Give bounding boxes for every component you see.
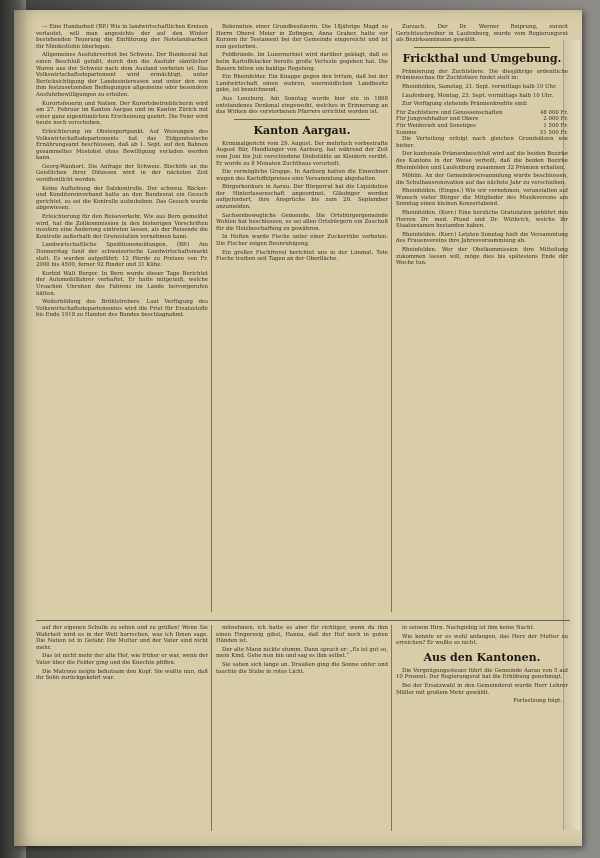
article-paragraph: Sachsenbewegliche Gemeinde. Die Ortsbürgergemeinde Wohlen hat beschlossen, es sei allen Ortsbürgern ein Zuschuß für die Holzbeschaffung zu gewähren.: [216, 212, 388, 232]
premium-table: [396, 110, 568, 136]
column-rule: [391, 625, 392, 831]
premium-label: Summe: [396, 129, 417, 136]
story-paragraph: Der alte Mann nickte stumm. Dann sprach er: „Es ist gut so, mein Kind. Gehe nun hin und sag es ihm selbst.“: [216, 646, 388, 660]
premium-value: 2 000 Fr.: [543, 116, 568, 123]
premium-value: 1 500 Fr.: [543, 122, 568, 129]
story-column-middle: [216, 625, 388, 835]
article-paragraph: Kurortsfeuerin und Nation. Der Kurortsbetrieblicherin wird am 27. Februar im Kanton Aargau und im Kanton Zürich mit einer ganz eigentümlichen Erscheinung geehrt. Die Feier wird heute noch verschoben.: [36, 100, 208, 127]
article-paragraph: Rheinfelden, Samstag, 21. Sept. vormittags halb 10 Uhr.: [402, 83, 557, 90]
premium-row: [396, 123, 568, 130]
serial-continuation-note: Fortsetzung folgt.: [513, 698, 562, 705]
story-paragraph: auf der eigenen Schulle zu sehen und zu grüßen! Wenn Sie Wahrheit wird es in der Welt herrschen, was ich Ihnen sage. Die Nation ist in Gefahr. Die Mutter und der Vater sind nicht mehr.: [36, 625, 208, 651]
article-paragraph: Ein großer Fischfrevel berichtet uns in der Limmat. Tote Fische treiben seit Tagen an der Oberfläche.: [216, 249, 388, 263]
premium-total-row: [396, 130, 568, 137]
article-paragraph: Rheinfelden. (Korr.) Eine herzliche Gratulation gebührt den Herren Dr. med. Pfund und Dr. Wüthrich, welche ihr Staatsexamen bestanden haben.: [396, 210, 568, 230]
column-rule: [211, 28, 212, 612]
column-middle: [216, 24, 388, 614]
premium-label: Für Weidevieh und Sonstiges: [396, 122, 476, 129]
article-paragraph: Landwirtschaftliche Speditionsmeldungen. (BP.) Am Donnerstag fand der schweizerische Landwirtschaftsmarkt statt. Es wurden aufgeführt: 12 Pferde zu Preisen von Fr. 2000 bis 4500, ferner 92 Rinder und 31 Kühe.: [36, 242, 208, 269]
article-paragraph: Kriminalgericht vom 29. August. Der mehrfach vorbestrafte August Bär, Handlanger von Aarburg, hat während der Zeit vom Juni bis Juli verschiedene Diebstähle an Kleidern verübt. Er wurde zu 8 Monaten Zuchthaus verurteilt.: [216, 140, 388, 167]
story-column-left: [36, 625, 208, 835]
article-paragraph: Prämierung der Zuchtstiere. Die diesjährige ordentliche Prämienschau für Zuchtstiere findet statt in:: [396, 68, 568, 82]
article-paragraph: Allgemeines Ausfuhrverbot bei Schweiz. Der Bundesrat hat einen Beschluß gefaßt, durch den die Ausfuhr sämtlicher Waren aus der Schweiz nach dem Ausland verboten ist. Das Volkswirtschaftsdepartement wird ermächtigt, unter Berücksichtigung der Landesinteressen und unter den von ihm festzusetzenden Bedingungen allgemeine oder besondere Ausfuhrbewilligungen zu erteilen.: [36, 52, 208, 98]
article-paragraph: Bekenntnis einer Grundbesitzerin. Die 18jährige Magd zu Herrn Oberst Meier in Zofingen, Anna Graber, hatte vor Kurzem ihr Testament bei der Gemeinde eingereicht und ist nun gestorben.: [216, 24, 388, 50]
article-paragraph: Georg-Wanhort. Die Anfrage der Schweiz. Bischöfe an die Geistlichen ihrer Diözesen wird in der nächsten Zeit veröffentlicht werden.: [36, 163, 208, 184]
article-paragraph: Zurzach. Der Dr. Werner Reiprung, zurzeit Gerichtsschreiber in Laufenburg, wurde vom Regierungsrat als Bezirksamtmann gewählt.: [396, 24, 568, 44]
article-paragraph: Erleichterung im Obstexportpunkt. Auf Weisungen des Volkswirtschaftsdepartements hat das Eidgenössische Ernährungsamt beschlossen, daß ab 1. Sept. auf den Bahnen gesammeltes Mostobst ohne Bewilligung verladen werden kann.: [36, 128, 208, 162]
section-heading-cantons: Aus den Kantonen.: [423, 650, 541, 664]
story-column-right: [396, 625, 568, 835]
newspaper-page: [14, 10, 582, 846]
article-paragraph: Der kantonale Prämienbeschluß wird auf die beiden Bezirke des Kantons in der Weise verteilt, daß die beiden Bezirke Rheinfelden und Laufenburg zusammen 32 Prämien erhalten.: [396, 151, 568, 171]
premium-label: Für Jungviehhalter und Obere: [396, 116, 479, 123]
story-paragraph: Die Matrone neigte behutsam den Kopf. Sie wußte nun, daß ihr Sohn zurückgekehrt war.: [36, 668, 208, 682]
serial-story-section: [36, 620, 570, 839]
column-left: [36, 24, 208, 614]
article-paragraph: In Holten wurde Fische unter einer Zuckerrübe verboten. Die Fischer zeigen Beunruhigung.: [216, 234, 388, 248]
premium-row: [396, 116, 568, 123]
column-rule: [211, 625, 212, 831]
story-paragraph: Das ist nicht mehr der alte Hof, wie früher er war, wenn der Vater über die Felder ging und die Knechte pfiffen.: [36, 653, 208, 666]
section-divider: [234, 119, 370, 120]
article-paragraph: Weiterbildung des Brühlstrebers. Laut Verfügung des Volkswirtschaftsdepartementes wird die Frist für Ersatzstoffe bis Ende 1918 zu Handen des Bundes beschlagnahmt.: [36, 299, 208, 319]
section-heading-frickthal: Frickthal und Umgebung.: [402, 51, 562, 65]
premium-label: Für Zuchtstiere und Genossenschaften: [396, 109, 503, 116]
article-paragraph: Rheinfelden. (Korr.) Letzten Sonntag hielt die Versammlung des Frauenvereins ihre Jahresversammlung ab.: [396, 231, 568, 245]
section-heading-canton: Kanton Aargau.: [253, 123, 351, 137]
article-paragraph: Ein Rheinfelder. Ein Knappe gegen den Irrtum, daß bei der Landwirtschaft einen wahren, unermüdlichen Landbesitz gebe, ist bezeichnend.: [216, 74, 388, 94]
article-columns: [36, 24, 570, 614]
article-paragraph: Erleichterung für den Reiseverkehr. Wie aus Bern gemeldet wird, hat die Zollkommission in den bisherigen Vorschriften insofern eine Änderung eintreten lassen, als der Reisende die Kontrolle außerhalb der Grenzstation vornehmen kann.: [36, 214, 208, 240]
article-paragraph: Rheinfelden. (Einges.) Wie wir vernehmen, veranstalten auf Wunsch vieler Bürger die Mitglieder des Musikvereins am Sonntag einen kleinen Konzertabend.: [396, 188, 568, 208]
section-divider: [414, 47, 550, 48]
article-paragraph: Die vermögliche Gruppe. In Aarburg hatten die Einwohner wegen des Kartoffelpreises eine Versammlung abgehalten.: [216, 169, 388, 182]
story-paragraph: Sie sahen sich lange an. Draußen ging die Sonne unter und tauchte die Stube in rotes Licht.: [216, 661, 388, 675]
article-paragraph: — Eine Handarbeit (BP.) Wie in landwirtschaftlichen Kreisen verlautet, will man angesichts der auf den Winter bestehenden Teuerung die Einführung der Notstandsarbeit für Mindestlohn überlegen.: [36, 24, 208, 50]
column-rule: [391, 28, 392, 612]
article-paragraph: Möhlin. An der Gemeindeversammlung wurde beschlossen, die Schulhausrenovation auf das nächste Jahr zu verschieben.: [396, 173, 568, 186]
article-paragraph: Rheinfelden. Wer der Obstkommission ihre Mitteilung zukommen lassen will, möge dies bis spätestens Ende der Woche tun.: [396, 247, 568, 267]
article-paragraph: Die Verteilung erfolgt nach gleichen Grundsätzen wie bisher.: [396, 136, 568, 149]
premium-row: [396, 110, 568, 117]
article-paragraph: Korbid Walt Berger. In Bern wurde dieser Tage Berichtet der Automobilfahrer verhaftet. Er hatte mitgeteilt, welche Ursachen Unruhen des Fahrens im Lande hervorgerufen hätten.: [36, 270, 208, 297]
article-paragraph: Die Vergnügungssteuer führt die Gemeinde Aarau von 5 auf 10 Prozent. Der Regierungsrat hat die Erhöhung genehmigt.: [396, 667, 568, 681]
column-right: [396, 24, 568, 614]
article-paragraph: Feldbrände. Im Luzernerbiet wird darüber geklagt, daß es beim Kartoffelacker bereits große Verluste gegeben hat. Die Bauern bitten um baldige Regelung.: [216, 52, 388, 72]
story-paragraph: in seinem Hirn. Nachgiebig ist ihm keine Nacht.: [402, 625, 535, 631]
article-paragraph: Bei der Ersatzwahl in den Gemeinderat wurde Herr Lehrer Müller mit großem Mehr gewählt.: [396, 682, 568, 696]
premium-value: 51 500 Fr.: [539, 129, 568, 136]
article-paragraph: Zur Verfügung stehende Prämienkredite sind:: [402, 101, 528, 108]
story-paragraph: mitnehmen, ich hatte es aber für richtiger, wenn du ihm einen Fingerzeig gibst, Hanna, daß der Hof noch in guten Händen ist.: [216, 625, 388, 645]
article-paragraph: Laufenburg, Montag, 23. Sept. vormittags halb 10 Uhr.: [402, 92, 554, 99]
article-paragraph: Bürgerkonkurs in Aarau. Der Bürgerrat hat die Liquidation der Hinterlassenschaft angeordnet. Gläubiger werden aufgefordert, ihre Ansprüche bis zum 20. September anzumelden.: [216, 184, 388, 211]
premium-value: 48 000 Fr.: [539, 109, 568, 116]
story-paragraph: Wie konnte er es wohl anfangen, das Herz der Mutter zu erreichen? Er wußte es nicht.: [396, 633, 568, 647]
article-paragraph: Aus Lenzburg. Am Sonntag wurde hier ein in 1868 entstandenes Denkmal eingeweiht, welches in Erinnerung an das Wirken des verstorbenen Pfarrers errichtet worden ist.: [216, 95, 388, 116]
article-paragraph: Keine Aufhebung der Salzkontrolle. Der schweiz. Bäcker- und Konditorenverband hatte an den Bundesrat ein Gesuch gerichtet, es sei die Kontrolle aufzuheben. Das Gesuch wurde abgewiesen.: [36, 185, 208, 212]
